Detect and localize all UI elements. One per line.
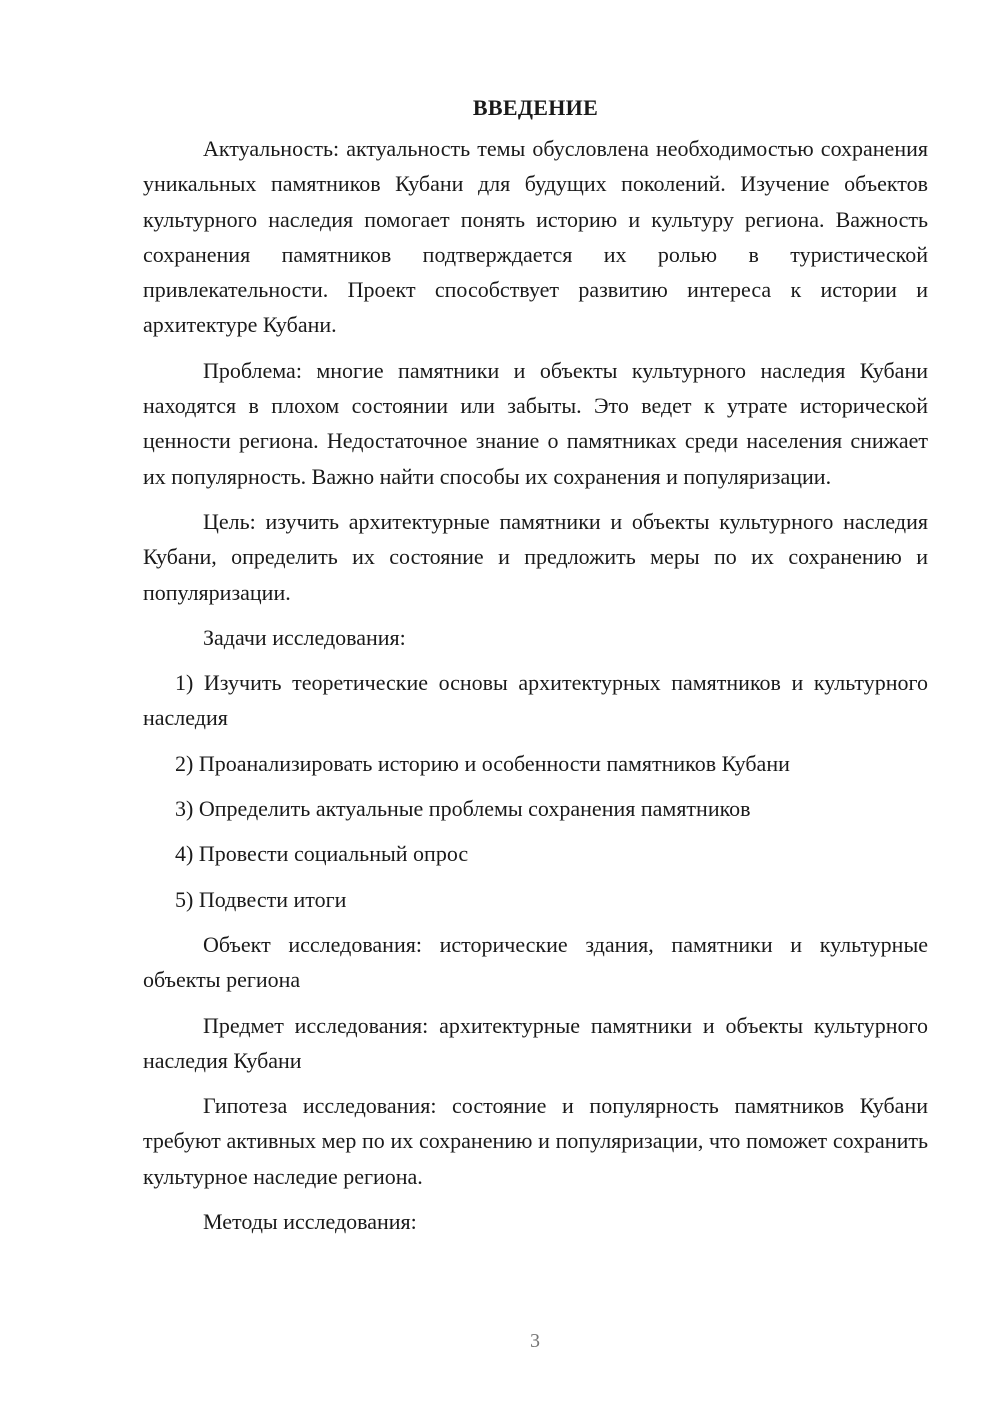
task-item-3: 3) Определить актуальные проблемы сохранения памятников <box>175 796 751 822</box>
object-paragraph: Объект исследования: исторические здания, памятники и культурные объекты региона <box>143 931 928 993</box>
task-item-2: 2) Проанализировать историю и особенности памятников Кубани <box>175 750 790 776</box>
document-page <box>143 90 928 1239</box>
methods-heading: Методы исследования: <box>203 1209 417 1235</box>
task-item-5: 5) Подвести итоги <box>175 886 347 912</box>
goal-paragraph: Цель: изучить архитектурные памятники и объекты культурного наследия Кубани, определить их состояние и предложить меры по их сохранению и популяризации. <box>143 508 928 605</box>
subject-paragraph: Предмет исследования: архитектурные памятники и объекты культурного наследия Кубани <box>143 1012 928 1073</box>
relevance-paragraph: Актуальность: актуальность темы обусловлена необходимостью сохранения уникальных памятников Кубани для будущих поколений. Изучение объектов культурного наследия помогает понять историю и культуру региона. Важность сохранения памятников подтверждается их ролью в туристической привлекательности. Проект способствует развитию интереса к истории и архитектуре Кубани. <box>143 136 928 338</box>
tasks-list <box>143 665 928 917</box>
task-item-1: 1) Изучить теоретические основы архитектурных памятников и культурного наследия <box>143 670 928 731</box>
page-number: 3 <box>530 1330 540 1352</box>
problem-paragraph: Проблема: многие памятники и объекты культурного наследия Кубани находятся в плохом состоянии или забыты. Это ведет к утрате исторической ценности региона. Недостаточное знание о памятниках среди населения снижает их популярность. Важно найти способы их сохранения и популяризации. <box>143 357 928 489</box>
task-item-4: 4) Провести социальный опрос <box>175 841 469 867</box>
hypothesis-paragraph: Гипотеза исследования: состояние и популярность памятников Кубани требуют активных мер по их сохранению и популяризации, что поможет сохранить культурное наследие региона. <box>143 1093 928 1189</box>
section-title: ВВЕДЕНИЕ <box>472 95 599 120</box>
tasks-heading: Задачи исследования: <box>203 624 406 650</box>
